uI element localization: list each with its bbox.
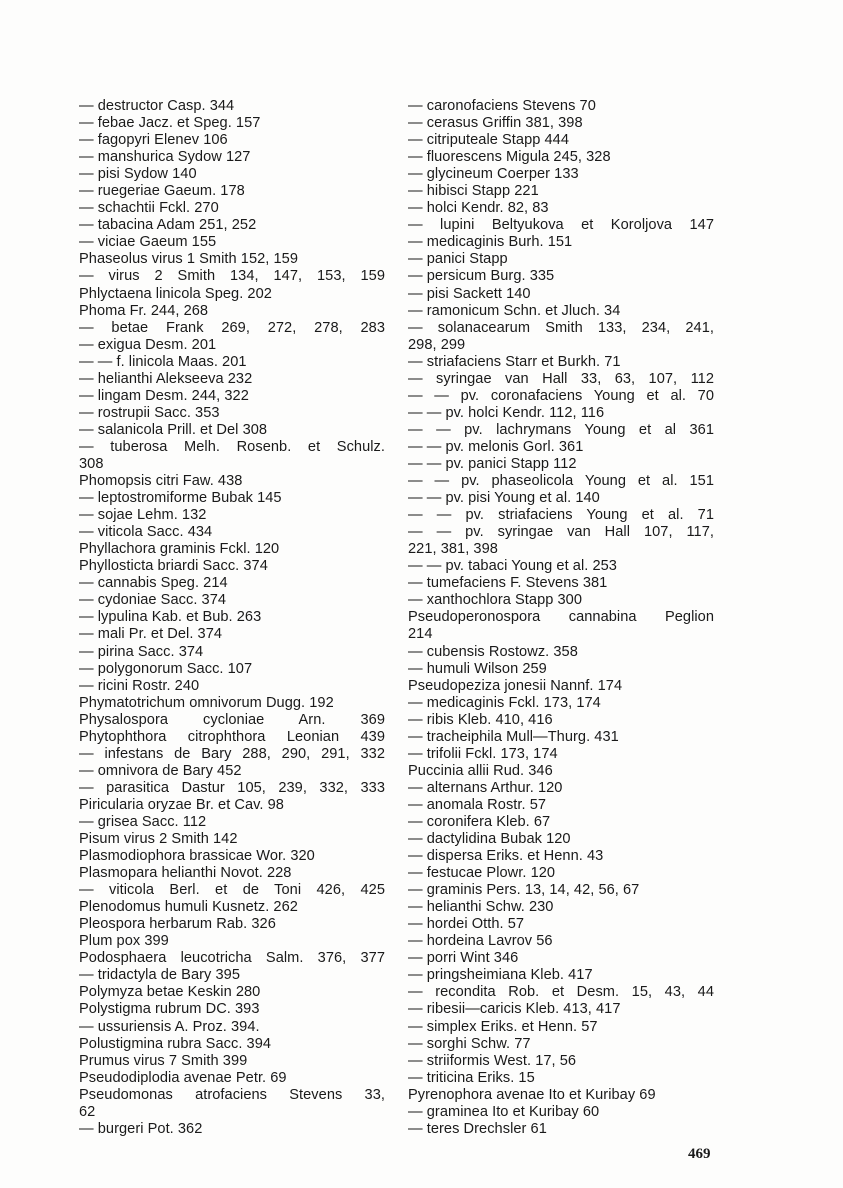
index-entry: — pirina Sacc. 374 [79, 643, 204, 660]
index-entry: — humuli Wilson 259 [408, 660, 547, 677]
index-entry: — recondita Rob. et Desm. 15, 43, 44 [408, 984, 714, 1001]
index-entry: — striiformis West. 17, 56 [408, 1052, 577, 1069]
index-entry: — rostrupii Sacc. 353 [79, 404, 220, 421]
index-entry: — ribesii—caricis Kleb. 413, 417 [408, 1001, 621, 1018]
index-entry: — syringae van Hall 33, 63, 107, 112 [408, 370, 714, 387]
index-entry: — lingam Desm. 244, 322 [79, 387, 249, 404]
index-entry: — ruegeriae Gaeum. 178 [79, 183, 245, 200]
index-entry: — fagopyri Elenev 106 [79, 132, 228, 149]
index-entry: — hordei Otth. 57 [408, 916, 525, 933]
index-entry: Phymatotrichum omnivorum Dugg. 192 [79, 694, 334, 711]
index-entry: — infestans de Bary 288, 290, 291, 332 [79, 745, 385, 762]
index-entry: — — pv. pisi Young et al. 140 [408, 490, 600, 507]
index-entry: Polymyza betae Keskin 280 [79, 984, 261, 1001]
index-entry: — ribis Kleb. 410, 416 [408, 711, 553, 728]
index-entry: — manshurica Sydow 127 [79, 149, 251, 166]
index-entry: — porri Wint 346 [408, 950, 519, 967]
index-entry: — — f. linicola Maas. 201 [79, 353, 247, 370]
index-entry: — tracheiphila Mull—Thurg. 431 [408, 728, 619, 745]
index-entry: — betae Frank 269, 272, 278, 283 [79, 319, 385, 336]
index-entry: — — pv. tabaci Young et al. 253 [408, 558, 617, 575]
index-column-left [79, 98, 385, 1138]
index-entry: — holci Kendr. 82, 83 [408, 200, 549, 217]
index-entry: — graminea Ito et Kuribay 60 [408, 1103, 600, 1120]
index-entry: — caronofaciens Stevens 70 [408, 98, 596, 114]
index-entry: — burgeri Pot. 362 [79, 1120, 203, 1137]
index-entry: — leptostromiforme Bubak 145 [79, 490, 282, 507]
index-entry: — helianthi Alekseeva 232 [79, 370, 253, 387]
index-entry: Pseudomonas atrofaciens Stevens 33, [79, 1086, 385, 1103]
index-entry: — salanicola Prill. et Del 308 [79, 421, 268, 438]
index-entry: Pleospora herbarum Rab. 326 [79, 916, 276, 933]
index-entry: — fluorescens Migula 245, 328 [408, 149, 611, 166]
index-entry: — polygonorum Sacc. 107 [79, 660, 253, 677]
index-entry: — teres Drechsler 61 [408, 1120, 547, 1137]
index-entry: Phytophthora citrophthora Leonian 439 [79, 728, 385, 745]
index-entry: Plasmodiophora brassicae Wor. 320 [79, 848, 315, 865]
index-entry: — alternans Arthur. 120 [408, 779, 563, 796]
index-entry: — sorghi Schw. 77 [408, 1035, 531, 1052]
index-entry: Polustigmina rubra Sacc. 394 [79, 1035, 272, 1052]
index-entry: — — pv. panici Stapp 112 [408, 455, 577, 472]
index-entry: Prumus virus 7 Smith 399 [79, 1052, 248, 1069]
index-entry: 62 [79, 1103, 96, 1120]
index-entry: — simplex Eriks. et Henn. 57 [408, 1018, 598, 1035]
index-entry: — lupini Beltyukova et Koroljova 147 [408, 217, 714, 234]
index-entry: Pisum virus 2 Smith 142 [79, 831, 238, 848]
index-entry: — persicum Burg. 335 [408, 268, 555, 285]
index-entry: Pseudopeziza jonesii Nannf. 174 [408, 677, 623, 694]
index-entry: — anomala Rostr. 57 [408, 796, 547, 813]
index-entry: — festucae Plowr. 120 [408, 865, 556, 882]
index-entry: — striafaciens Starr et Burkh. 71 [408, 353, 621, 370]
index-entry: Physalospora cycloniae Arn. 369 [79, 711, 385, 728]
index-entry: — coronifera Kleb. 67 [408, 813, 551, 830]
index-entry: 308 [79, 455, 104, 472]
index-column-right [408, 98, 714, 1138]
index-entry: — cubensis Rostowz. 358 [408, 643, 578, 660]
index-entry: — ussuriensis A. Proz. 394. [79, 1018, 260, 1035]
index-entry: Plum pox 399 [79, 933, 169, 950]
index-entry: — pringsheimiana Kleb. 417 [408, 967, 593, 984]
index-entry: — tabacina Adam 251, 252 [79, 217, 257, 234]
index-entry: — exigua Desm. 201 [79, 336, 217, 353]
index-entry: Pseudoperonospora cannabina Peglion [408, 609, 714, 626]
index-entry: — viciae Gaeum 155 [79, 234, 217, 251]
index-entry: Puccinia allii Rud. 346 [408, 762, 553, 779]
index-entry: Piricularia oryzae Br. et Cav. 98 [79, 796, 284, 813]
index-entry: Phyllachora graminis Fckl. 120 [79, 541, 280, 558]
index-entry: — cydoniae Sacc. 374 [79, 592, 227, 609]
index-entry: Podosphaera leucotricha Salm. 376, 377 [79, 950, 385, 967]
index-entry: Phyllosticta briardi Sacc. 374 [79, 558, 268, 575]
index-entry: Phoma Fr. 244, 268 [79, 302, 209, 319]
index-entry: — helianthi Schw. 230 [408, 899, 554, 916]
index-entry: Plasmopara helianthi Novot. 228 [79, 865, 292, 882]
index-entry: — lypulina Kab. et Bub. 263 [79, 609, 262, 626]
index-entry: — sojae Lehm. 132 [79, 507, 207, 524]
index-entry: — viticola Sacc. 434 [79, 524, 213, 541]
index-entry: — tumefaciens F. Stevens 381 [408, 575, 608, 592]
index-entry: — cerasus Griffin 381, 398 [408, 115, 583, 132]
index-entry: — hordeina Lavrov 56 [408, 933, 553, 950]
index-entry: — trifolii Fckl. 173, 174 [408, 745, 558, 762]
index-entry: — pisi Sydow 140 [79, 166, 197, 183]
index-entry: — — pv. syringae van Hall 107, 117, [408, 524, 714, 541]
index-entry: — destructor Casp. 344 [79, 98, 235, 114]
index-entry: — — pv. melonis Gorl. 361 [408, 438, 584, 455]
index-entry: — medicaginis Fckl. 173, 174 [408, 694, 601, 711]
index-entry: Polystigma rubrum DC. 393 [79, 1001, 260, 1018]
index-entry: — dispersa Eriks. et Henn. 43 [408, 848, 604, 865]
index-entry: — mali Pr. et Del. 374 [79, 626, 223, 643]
index-entry: — medicaginis Burh. 151 [408, 234, 573, 251]
index-entry: — ricini Rostr. 240 [79, 677, 200, 694]
index-entry: — tridactyla de Bary 395 [79, 967, 240, 984]
index-entry: — — pv. coronafaciens Young et al. 70 [408, 387, 714, 404]
index-entry: — parasitica Dastur 105, 239, 332, 333 [79, 779, 385, 796]
index-entry: — viticola Berl. et de Toni 426, 425 [79, 882, 385, 899]
index-entry: — schachtii Fckl. 270 [79, 200, 219, 217]
index-entry: 298, 299 [408, 336, 466, 353]
index-entry: Phomopsis citri Faw. 438 [79, 473, 243, 490]
index-entry: — cannabis Speg. 214 [79, 575, 228, 592]
index-entry: — ramonicum Schn. et Jluch. 34 [408, 302, 621, 319]
index-entry: — glycineum Coerper 133 [408, 166, 579, 183]
index-entry: — triticina Eriks. 15 [408, 1069, 535, 1086]
page-number: 469 [688, 1146, 711, 1162]
index-entry: — — pv. phaseolicola Young et al. 151 [408, 473, 714, 490]
index-entry: — pisi Sackett 140 [408, 285, 531, 302]
index-entry: — — pv. lachrymans Young et al 361 [408, 421, 714, 438]
index-entry: 221, 381, 398 [408, 541, 498, 558]
index-entry: Phlyctaena linicola Speg. 202 [79, 285, 272, 302]
index-entry: — tuberosa Melh. Rosenb. et Schulz. [79, 438, 385, 455]
index-entry: — — pv. striafaciens Young et al. 71 [408, 507, 714, 524]
index-entry: 214 [408, 626, 433, 643]
index-entry: Pseudodiplodia avenae Petr. 69 [79, 1069, 287, 1086]
index-entry: — citriputeale Stapp 444 [408, 132, 570, 149]
index-entry: — panici Stapp [408, 251, 508, 268]
index-entry: — — pv. holci Kendr. 112, 116 [408, 404, 605, 421]
index-entry: Pyrenophora avenae Ito et Kuribay 69 [408, 1086, 656, 1103]
index-entry: Phaseolus virus 1 Smith 152, 159 [79, 251, 299, 268]
index-entry: — dactylidina Bubak 120 [408, 831, 571, 848]
index-entry: — grisea Sacc. 112 [79, 813, 207, 830]
index-entry: — graminis Pers. 13, 14, 42, 56, 67 [408, 882, 640, 899]
index-entry: — virus 2 Smith 134, 147, 153, 159 [79, 268, 385, 285]
index-entry: Plenodomus humuli Kusnetz. 262 [79, 899, 298, 916]
index-entry: — febae Jacz. et Speg. 157 [79, 115, 261, 132]
index-entry: — omnivora de Bary 452 [79, 762, 242, 779]
index-entry: — xanthochlora Stapp 300 [408, 592, 583, 609]
index-entry: — solanacearum Smith 133, 234, 241, [408, 319, 714, 336]
index-entry: — hibisci Stapp 221 [408, 183, 539, 200]
